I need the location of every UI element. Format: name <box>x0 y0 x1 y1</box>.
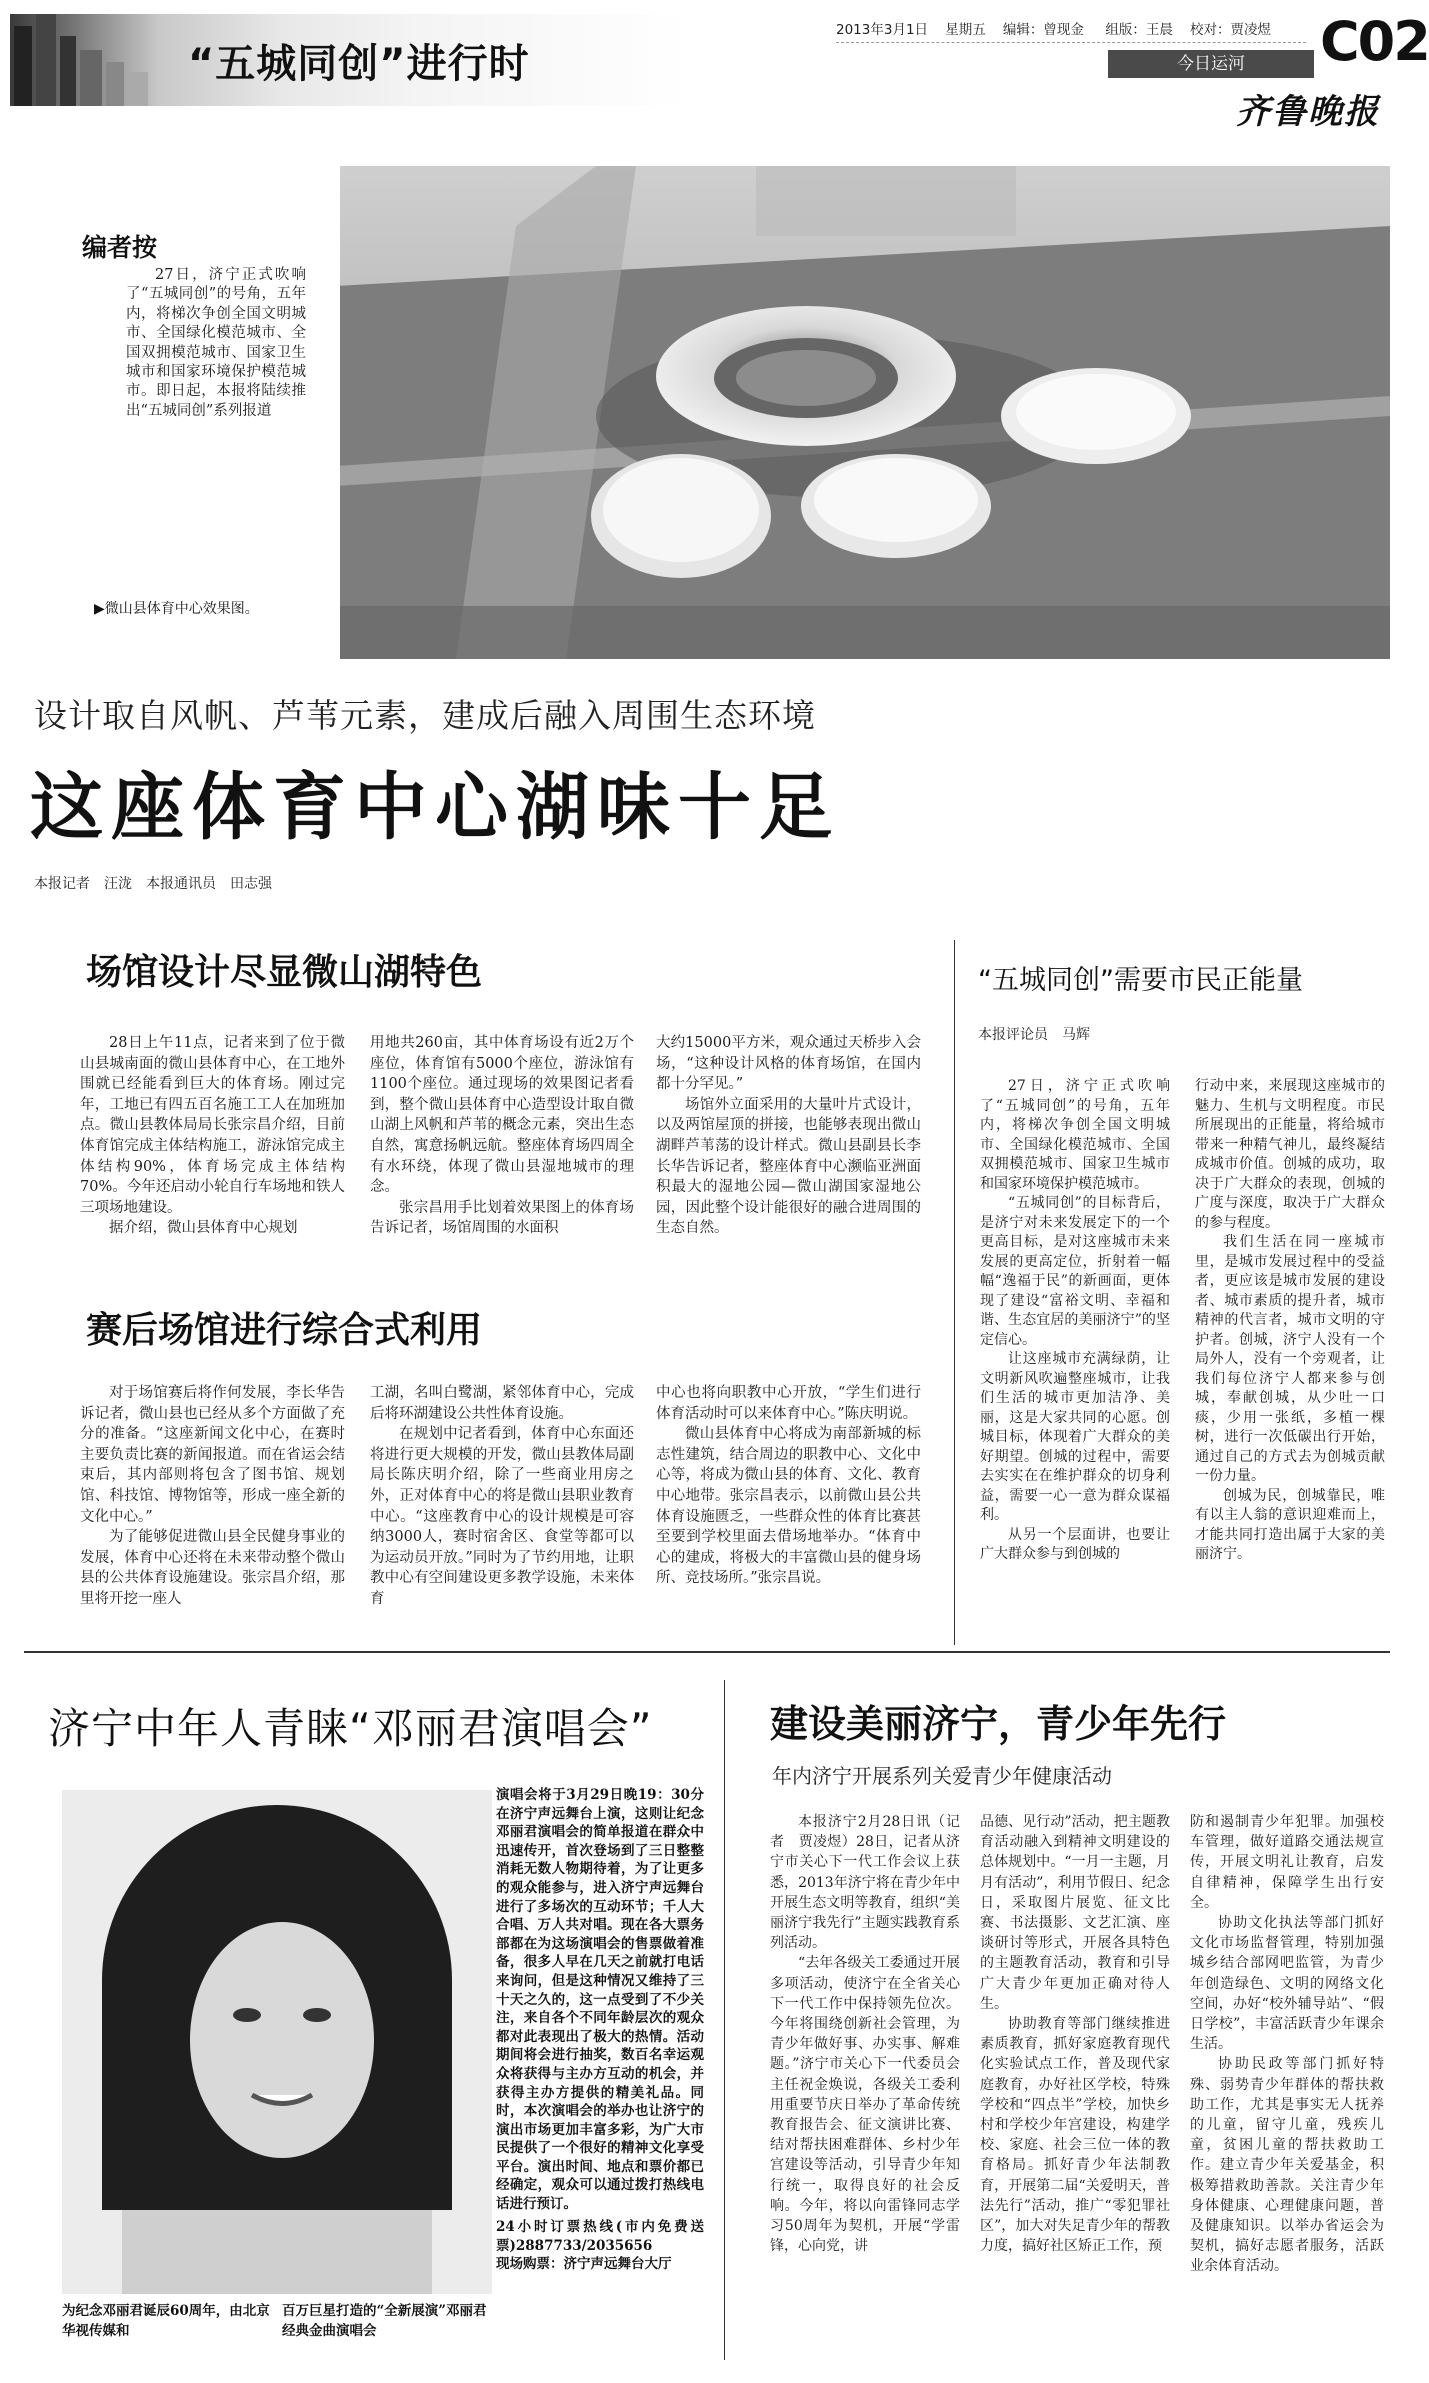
commentary-divider <box>954 940 955 1645</box>
commentary-col2 <box>1195 1077 1385 1565</box>
commentary-title: “五城同创”需要市民正能量 <box>978 965 1303 996</box>
section2-title: 赛后场馆进行综合式利用 <box>86 1310 483 1351</box>
section-separator <box>24 1651 1390 1653</box>
s1-col2-p1: 用地共260亩，其中体育场设有近2万个座位，体育馆有5000个座位，游泳馆有1100个座位。通过现场的效果图记者看到，整个微山县体育中心造型设计取自微山湖上风帆和芦苇的概念元素，突出生态自然，寓意扬帆远航。整座体育场四周全有水环绕，体现了微山县湿地城市的理念。 <box>370 1035 634 1196</box>
s1-col1-p1: 28日上午11点，记者来到了位于微山县城南面的微山县体育中心，在工地外围就已经能看到巨大的体育场。刚过完年，工地已有四五百名施工工人在加班加点。微山县教体局局长张宗昌介绍，目前体育馆完成主体结构施工，游泳馆完成主体结构90%，体育场完成主体结构70%。今年还启动小轮自行车场地和铁人三项场地建设。 <box>80 1035 345 1216</box>
sports-center-rendering <box>336 166 1390 659</box>
c1-p2: “五城同创”的目标背后，是济宁对未来发展定下的一个更高目标，是对这座城市未来发展的更高定位，折射着一幅幅“逸福于民”的新画面，更体现了建设“富裕文明、幸福和谐、生态宜居的美丽济宁”的坚定信心。 <box>980 1195 1170 1348</box>
y2-p2: 协助教育等部门继续推进素质教育，抓好家庭教育现代化实验试点工作，普及现代家庭教育，办好社区学校，特殊学校和“四点半”学校，加快乡村和学校少年宫建设，构建学校、家庭、社会三位一体的教育格局。抓好青少年法制教育，开展第二届“关爱明天，普法先行”活动，推广“零犯罪社区”，加大对失足青少年的帮教力度，搞好社区矫正工作，预 <box>980 2016 1170 2255</box>
hero-caption: ▶微山县体育中心效果图。 <box>94 601 259 617</box>
photo-caption-2: 百万巨星打造的“全新展演”邓丽君经典金曲演唱会 <box>282 2303 487 2339</box>
youth-col2 <box>980 1812 1170 2256</box>
s2-col2-p2: 在规划中记者看到，体育中心东面还将进行更大规模的开发，微山县教体局副局长陈庆明介绍，除了一些商业用房之外，正对体育中心的将是微山县职业教育中心。“这座教育中心的设计规模是可容纳3000人，赛时宿舍区、食堂等都可以为运动员开放。”同时为了节约用地，让职教中心有空间建设更多教学设施，未来体育 <box>370 1426 634 1607</box>
main-byline: 本报记者 汪泷 本报通讯员 田志强 <box>34 876 272 892</box>
s2-col1 <box>80 1383 345 1610</box>
editor-note-box <box>24 166 340 659</box>
s1-col2-p2: 张宗昌用手比划着效果图上的体育场告诉记者，场馆周围的水面积 <box>370 1199 634 1237</box>
youth-title: 建设美丽济宁，青少年先行 <box>770 1702 1227 1746</box>
s1-col3 <box>656 1033 921 1239</box>
concert-body <box>496 1786 704 2274</box>
s1-col3-p2: 场馆外立面采用的大量叶片式设计，以及两馆屋顶的拼接，也能够表现出微山湖畔芦苇荡的设计样式。微山县副县长李长华告诉记者，整座体育中心濒临亚洲面积最大的湿地公园—微山湖国家湿地公园，因此整个设计能很好的融合进周围的生态自然。 <box>656 1096 921 1237</box>
concert-venue: 现场购票：济宁声远舞台大厅 <box>496 2256 672 2273</box>
s1-col1 <box>80 1033 345 1239</box>
header-layout: 组版：王晨 <box>1105 22 1173 38</box>
concert-title: 济宁中年人青睐“邓丽君演唱会” <box>48 1704 653 1753</box>
header-proofreader: 校对：贾凌煜 <box>1190 22 1272 38</box>
c1-p1: 27日，济宁正式吹响了“五城同创”的号角，五年内，将梯次争创全国文明城市、全国绿化模范城市、全国双拥模范城市、国家卫生城市和国家环境保护模范城市。 <box>980 1078 1170 1192</box>
editor-note-text: 27日，济宁正式吹响了“五城同创”的号角，五年内，将梯次争创全国文明城市、全国绿化模范城市、全国双拥模范城市、国家卫生城市和国家环境保护模范城市。即日起，本报将陆续推出“五城同创”系列报道 <box>126 267 306 419</box>
header-band <box>0 0 1429 132</box>
main-title: 这座体育中心湖味十足 <box>30 765 840 850</box>
s1-col3-p1: 大约15000平方米，观众通过天桥步入会场，“这种设计风格的体育场馆，在国内都十分罕见。” <box>656 1035 921 1093</box>
s1-col1-p2: 据介绍，微山县体育中心规划 <box>109 1220 298 1237</box>
y3-p1: 防和遏制青少年犯罪。加强校车管理，做好道路交通法规宣传，开展文明礼让教育，启发自律精神，保障学生出行安全。 <box>1190 1814 1384 1911</box>
y3-p3: 协助民政等部门抓好特殊、弱势青少年群体的帮扶救助工作，尤其是事实无人抚养的儿童，留守儿童，残疾儿童，贫困儿童的帮扶救助工作。建立青少年关爱基金，积极筹措救助善款。关注青少年身体健康、心理健康问题，普及健康知识。以举办省运会为契机，搞好志愿者服务，活跃业余体育活动。 <box>1190 2056 1384 2275</box>
singer-portrait <box>62 1790 492 2294</box>
photo-caption-1: 为纪念邓丽君诞辰60周年，由北京华视传媒和 <box>62 2303 270 2339</box>
column-title: “五城同创”进行时 <box>188 41 530 87</box>
s2-col3-p1: 中心也将向职教中心开放，“学生们进行体育活动时可以来体育中心。”陈庆明说。 <box>656 1385 921 1422</box>
editor-note-title: 编者按 <box>82 233 158 262</box>
c1-p3: 让这座城市充满绿荫，让文明新风吹遍整座城市，让我们生活的城市更加洁净、美丽，这是大家共同的心愿。创城目标，体现着广大群众的美好期望。创城的过程中，需要去实实在在维护群众的切身利益，需要一心一意为群众谋福利。 <box>980 1351 1170 1523</box>
youth-col3 <box>1190 1812 1384 2277</box>
concert-divider <box>724 1680 725 2360</box>
section-name: 今日运河 <box>1177 54 1245 74</box>
y3-p2: 协助文化执法等部门抓好文化市场监督管理，特别加强城乡结合部网吧监管，为青少年创造绿色、文明的网络文化空间，办好“校外辅导站”、“假日学校”，丰富活跃青少年课余生活。 <box>1190 1915 1384 2053</box>
s2-col3-p2: 微山县体育中心将成为南部新城的标志性建筑，结合周边的职教中心、文化中心等，将成为微山县的体育、文化、教育中心地带。张宗昌表示，以前微山县公共体育设施匮乏，一些群众性的体育比赛甚至要到学校里面去借场地举办。“体育中心的建成，将极大的丰富微山县的健身场所、竞技场所。”张宗昌说。 <box>656 1426 921 1587</box>
page-code: C02 <box>1320 10 1429 73</box>
header-dash-line <box>836 42 1306 43</box>
commentary-byline: 本报评论员 马辉 <box>978 1027 1090 1043</box>
paper-logo: 齐鲁晚报 <box>1236 92 1380 132</box>
s1-col2 <box>370 1033 634 1239</box>
concert-caption <box>62 2301 492 2341</box>
c2-p1: 行动中来，来展现这座城市的魅力、生机与文明程度。市民所展现出的正能量，将给城市带来一种精气神儿，最终凝结成城市价值。创城的成功，取决于广大群众的表现，创城的广度与深度，取决于广大群众的参与程度。 <box>1195 1078 1385 1231</box>
editor-note-body <box>126 266 306 421</box>
s2-col1-p2: 为了能够促进微山县全民健身事业的发展，体育中心还将在未来带动整个微山县的公共体育设施建设。张宗昌介绍，那里将开挖一座人 <box>80 1529 345 1607</box>
section-tab <box>1108 50 1314 78</box>
concert-hotline: 24小时订票热线(市内免费送票)2887733/2035656 <box>496 2219 704 2254</box>
s2-col1-p1: 对于场馆赛后将作何发展，李长华告诉记者，微山县也已经从多个方面做了充分的准备。“这座新闻文化中心，在赛时主要负责比赛的新闻报道。而在省运会结束后，其内部则将包含了图书馆、规划馆、科技馆、博物馆等，形成一座全新的文化中心。” <box>80 1385 345 1525</box>
main-subtitle: 设计取自风帆、芦苇元素，建成后融入周围生态环境 <box>34 696 816 735</box>
y1-p2: “去年各级关工委通过开展多项活动，使济宁在全省关心下一代工作中保持领先位次。今年将围绕创新社会管理，为青少年做好事、办实事、解难题。”济宁市关心下一代委员会主任祝金焕说，各级关工委利用重要节庆日举办了革命传统教育报告会、征文演讲比赛、结对帮扶困难群体、乡村少年宫建设等活动，引导青少年知行统一，取得良好的社会反响。今年，将以向雷锋同志学习50周年为契机，开展“学雷锋，心向党，讲 <box>770 1955 960 2255</box>
header-editor: 编辑：曾现金 <box>1002 22 1084 38</box>
y1-p1: 本报济宁2月28日讯（记者 贾凌煜）28日，记者从济宁市关心下一代工作会议上获悉，2013年济宁将在青少年中开展生态文明等教育，组织“美丽济宁我先行”主题实践教育系列活动。 <box>770 1814 960 1952</box>
youth-col1 <box>770 1812 960 2256</box>
s2-col3 <box>656 1383 921 1589</box>
s2-col2-p1: 工湖，名叫白鹭湖，紧邻体育中心，完成后将环湖建设公共性体育设施。 <box>370 1385 634 1422</box>
header-weekday: 星期五 <box>945 22 986 38</box>
c2-p3: 创城为民，创城靠民，唯有以主人翁的意识迎难而上，才能共同打造出属于大家的美丽济宁。 <box>1195 1487 1385 1562</box>
s2-col2 <box>370 1383 634 1610</box>
commentary-col1 <box>980 1077 1170 1565</box>
concert-text: 演唱会将于3月29日晚19：30分在济宁声远舞台上演，这则让纪念邓丽君演唱会的简单报道在群众中迅速传开，首次登场到了三日整整消耗无数人物期待着，为了让更多的观众能参与，进入济宁声远舞台进行了多场次的互动环节；千人大合唱、万人共对唱。现在各大票务部都在为这场演唱会的售票做着准备，很多人早在几天之前就打电话来询问，但是这种情况又维持了三十天之久的，这一点受到了不少关注，来自各个不同年龄层次的观众都对此表现出了极大的热情。活动期间将会进行抽奖，数百名幸运观众将获得与主办方互动的机会，并获得主办方提供的精美礼品。同时，本次演唱会的举办也让济宁的演出市场更加丰富多彩，为广大市民提供了一个很好的精神文化享受平台。演出时间、地点和票价都已经确定，观众可以通过拨打热线电话进行预订。 <box>496 1787 704 2213</box>
c1-p4: 从另一个层面讲，也要让广大群众参与到创城的 <box>980 1526 1170 1562</box>
section1-title: 场馆设计尽显微山湖特色 <box>86 952 483 993</box>
c2-p2: 我们生活在同一座城市里，是城市发展过程中的受益者，更应该是城市发展的建设者、城市素质的提升者，城市精神的代言者，城市文明的守护者。创城，济宁人没有一个局外人，没有一个旁观者，让我们每位济宁人都来参与创城，奉献创城，从少吐一口痰，少用一张纸，多植一棵树，进行一次低碳出行开始，通过自己的方式去为创城贡献一份力量。 <box>1195 1234 1385 1484</box>
header-date-line <box>836 18 1271 38</box>
header-date: 2013年3月1日 <box>836 22 929 38</box>
y2-p1: 品德、见行动”活动，把主题教育活动融入到精神文明建设的总体规划中。“一月一主题，月月有活动”，利用节假日、纪念日，采取图片展览、征文比赛、书法摄影、文艺汇演、座谈研讨等形式，开展各具特色的主题教育活动，教育和引导广大青少年更加正确对待人生。 <box>980 1814 1170 2012</box>
youth-subtitle: 年内济宁开展系列关爱青少年健康活动 <box>772 1764 1112 1788</box>
